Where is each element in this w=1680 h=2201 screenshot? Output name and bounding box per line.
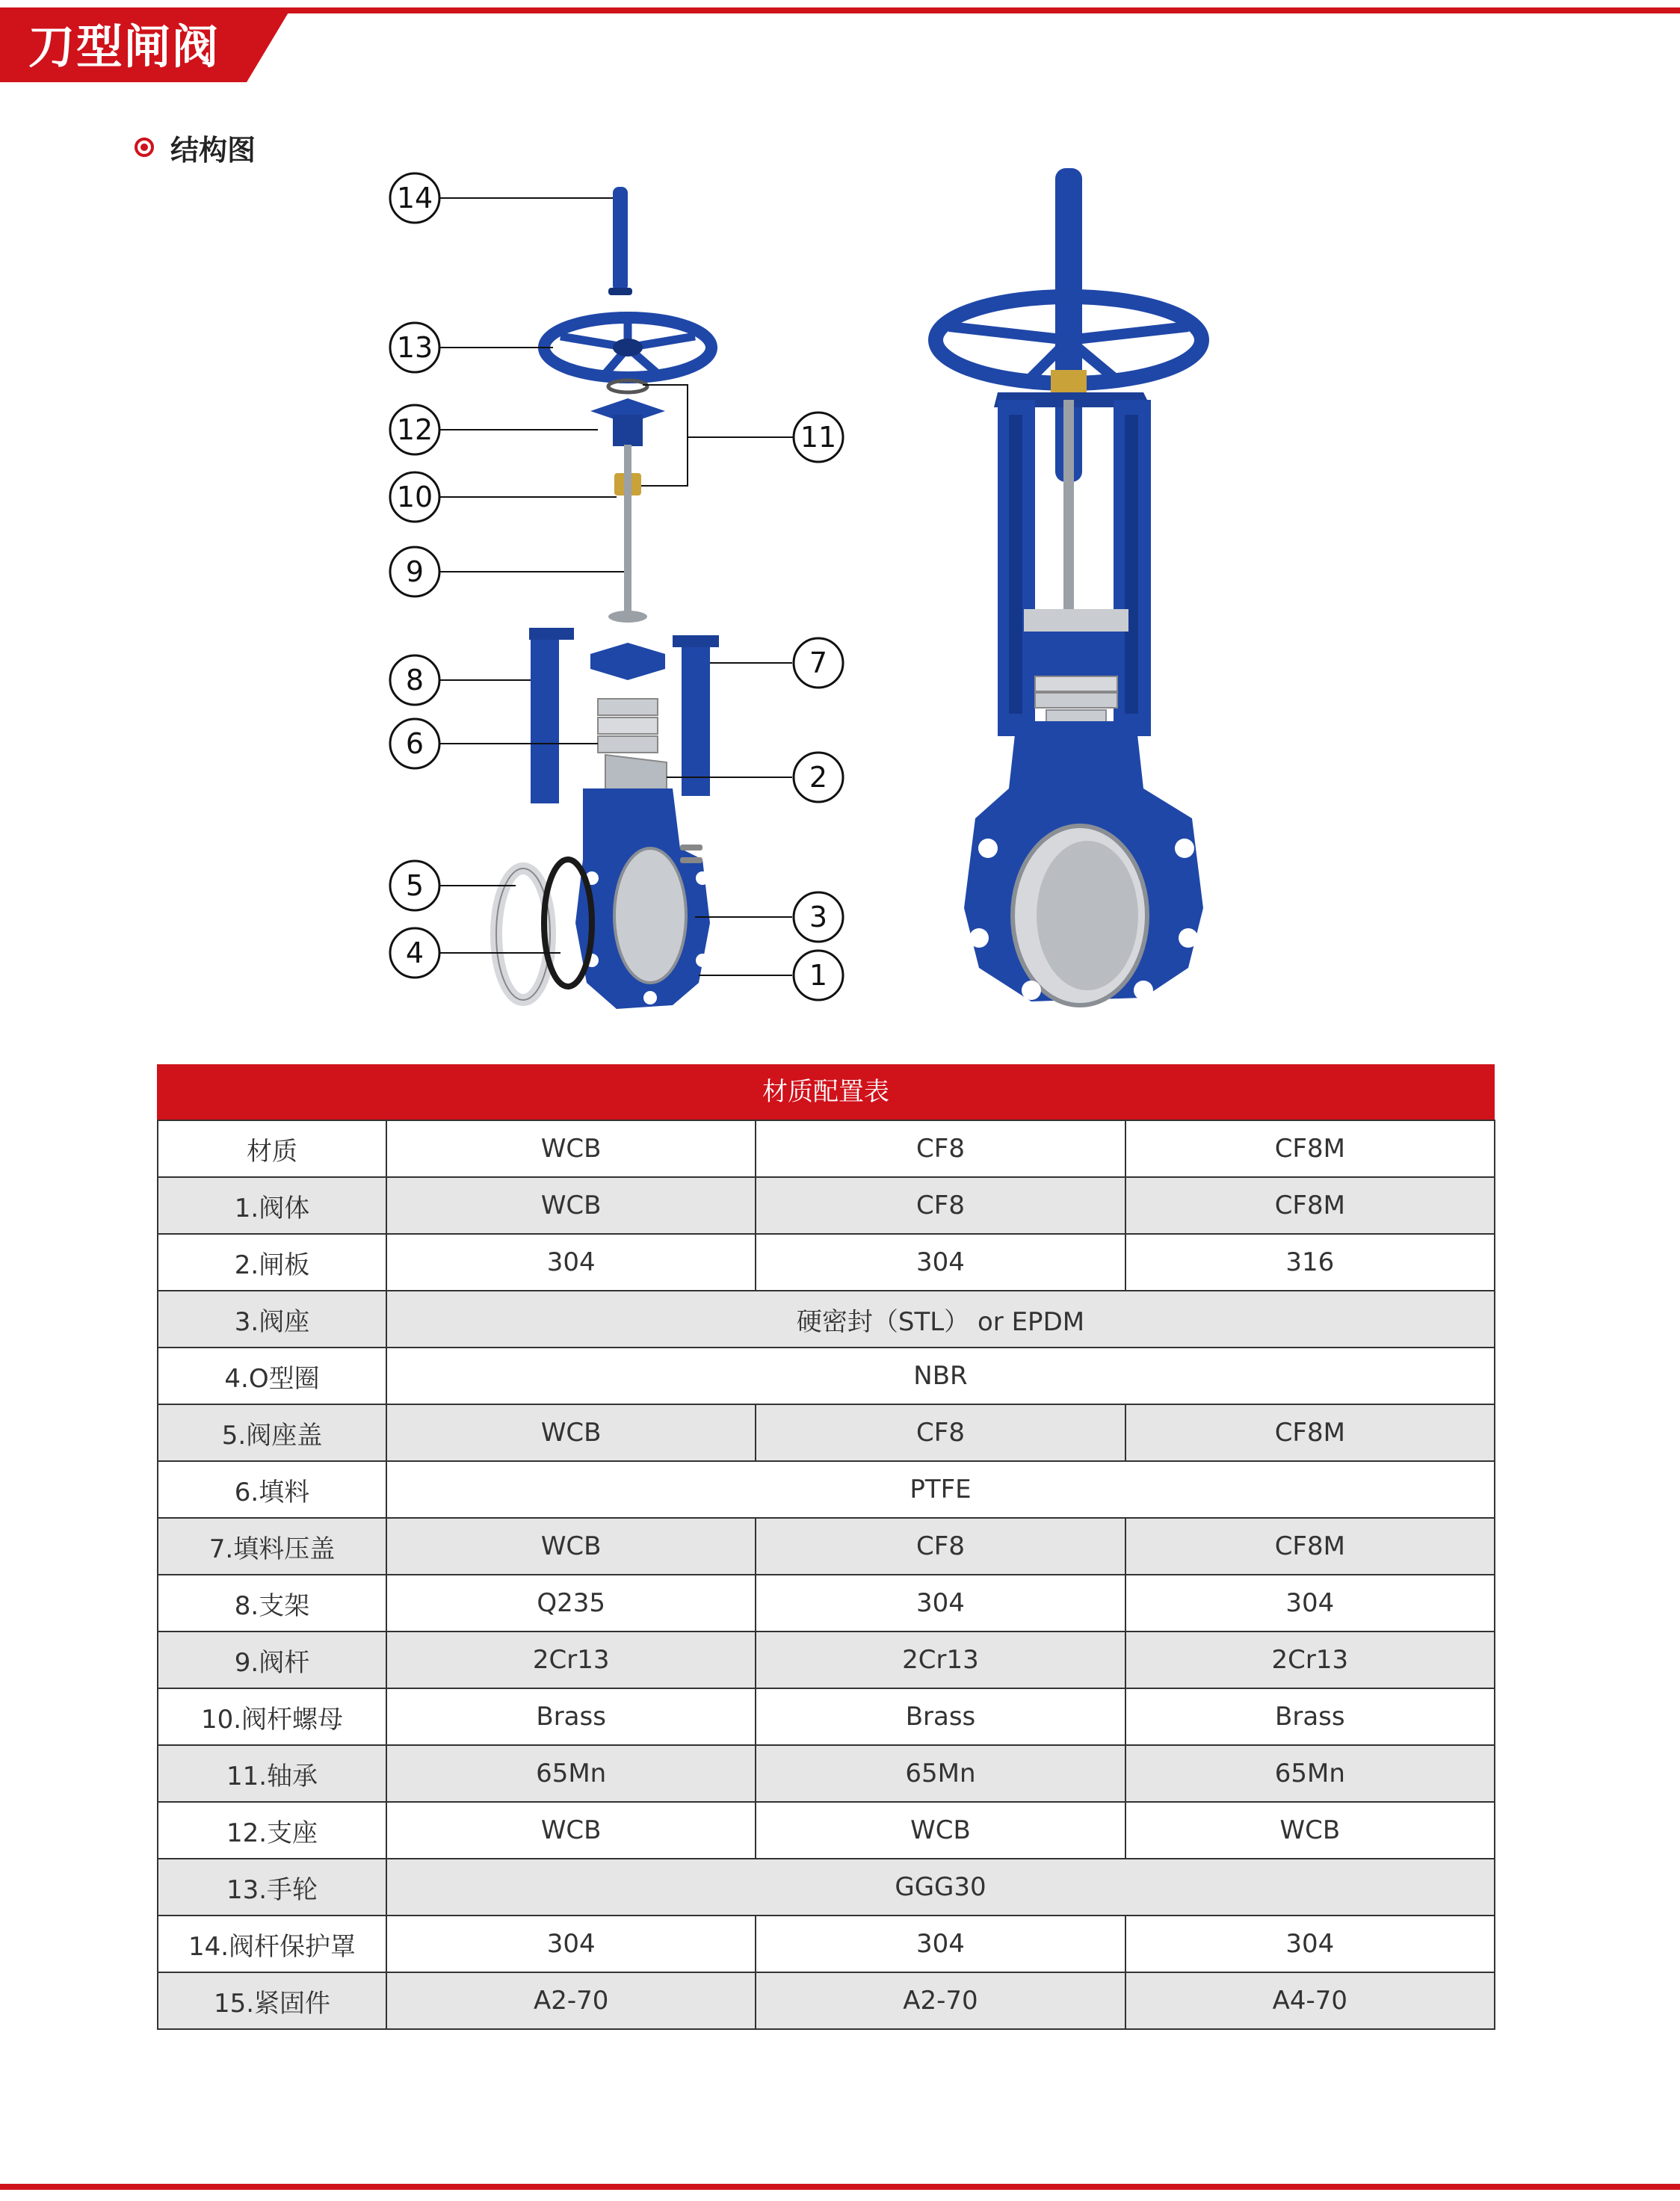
material-cell: WCB: [756, 1802, 1125, 1859]
part-gland-cover: [590, 643, 665, 680]
material-cell: WCB: [386, 1404, 756, 1461]
material-cell: 316: [1125, 1234, 1495, 1291]
table-row: [158, 1120, 1495, 1177]
row-label: 9.阀杆: [158, 1632, 386, 1688]
row-label: 7.填料压盖: [158, 1518, 386, 1575]
material-cell: WCB: [386, 1802, 756, 1859]
table-row: [158, 1291, 1495, 1348]
material-cell: A4-70: [1125, 1972, 1495, 2029]
materials-table-title: 材质配置表: [157, 1064, 1495, 1120]
row-label: 1.阀体: [158, 1177, 386, 1234]
table-row: [158, 1688, 1495, 1745]
row-label: 14.阀杆保护罩: [158, 1916, 386, 1972]
material-cell: 2Cr13: [386, 1632, 756, 1688]
row-label: 3.阀座: [158, 1291, 386, 1348]
material-cell: WCB: [386, 1177, 756, 1234]
material-cell: Brass: [386, 1688, 756, 1745]
material-cell: WCB: [386, 1120, 756, 1177]
material-cell: 304: [756, 1575, 1125, 1632]
bullet-circle-icon: [135, 138, 154, 157]
callout-11: 11: [800, 421, 837, 454]
material-cell: 65Mn: [386, 1745, 756, 1802]
material-cell: A2-70: [386, 1972, 756, 2029]
callout-7: 7: [809, 646, 828, 679]
callout-4: 4: [405, 936, 424, 969]
table-row: [158, 1575, 1495, 1632]
materials-table: [157, 1120, 1495, 2030]
material-cell: 65Mn: [1125, 1745, 1495, 1802]
callout-14: 14: [396, 182, 433, 214]
callout-5: 5: [405, 869, 424, 902]
table-row: [158, 1234, 1495, 1291]
callout-12: 12: [396, 413, 433, 446]
row-label: 6.填料: [158, 1461, 386, 1518]
callout-2: 2: [809, 761, 828, 794]
part-stem: [624, 445, 631, 617]
bottom-rule: [0, 2184, 1680, 2190]
material-cell: Brass: [1125, 1688, 1495, 1745]
table-row: [158, 1972, 1495, 2029]
callout-3: 3: [809, 901, 828, 933]
row-label: 2.闸板: [158, 1234, 386, 1291]
material-cell: CF8M: [1125, 1404, 1495, 1461]
part-body: [575, 788, 710, 1009]
material-cell: A2-70: [756, 1972, 1125, 2029]
material-cell: 304: [1125, 1575, 1495, 1632]
callout-9: 9: [405, 555, 424, 588]
section-title: 结构图: [170, 133, 256, 167]
part-handwheel: [544, 318, 711, 377]
table-row: [158, 1348, 1495, 1404]
material-cell: PTFE: [386, 1461, 1495, 1518]
material-cell: CF8M: [1125, 1120, 1495, 1177]
material-cell: CF8: [756, 1120, 1125, 1177]
table-row: [158, 1518, 1495, 1575]
material-cell: Q235: [386, 1575, 756, 1632]
callout-10: 10: [396, 481, 433, 513]
material-cell: CF8: [756, 1177, 1125, 1234]
row-label: 13.手轮: [158, 1859, 386, 1916]
table-row: [158, 1745, 1495, 1802]
material-cell: NBR: [386, 1348, 1495, 1404]
table-row: [158, 1404, 1495, 1461]
row-label: 4.O型圈: [158, 1348, 386, 1404]
row-label: 8.支架: [158, 1575, 386, 1632]
part-packing: [598, 699, 658, 753]
material-cell: Brass: [756, 1688, 1125, 1745]
materials-table-body: [158, 1120, 1495, 2029]
valve-structure-diagram: [359, 131, 1256, 1046]
material-cell: CF8: [756, 1518, 1125, 1575]
material-cell: 304: [756, 1234, 1125, 1291]
row-label: 11.轴承: [158, 1745, 386, 1802]
assembled-valve: [936, 168, 1203, 1005]
material-cell: GGG30: [386, 1859, 1495, 1916]
table-row: [158, 1916, 1495, 1972]
material-cell: 65Mn: [756, 1745, 1125, 1802]
callout-8: 8: [405, 664, 424, 697]
material-cell: 硬密封（STL） or EPDM: [386, 1291, 1495, 1348]
table-row: [158, 1632, 1495, 1688]
part-stem-cover: [613, 187, 628, 291]
exploded-view: [390, 173, 843, 1009]
table-row: [158, 1177, 1495, 1234]
table-row: [158, 1802, 1495, 1859]
callout-6: 6: [405, 727, 424, 760]
page-title: 刀型闸阀: [28, 19, 220, 74]
row-label: 12.支座: [158, 1802, 386, 1859]
row-label: 5.阀座盖: [158, 1404, 386, 1461]
section-heading: [135, 129, 256, 166]
table-row: [158, 1859, 1495, 1916]
material-cell: WCB: [1125, 1802, 1495, 1859]
row-label: 15.紧固件: [158, 1972, 386, 2029]
material-cell: CF8: [756, 1404, 1125, 1461]
part-bracket-left: [531, 632, 559, 803]
part-bearing: [608, 380, 647, 392]
material-cell: CF8M: [1125, 1177, 1495, 1234]
callout-13: 13: [396, 331, 433, 364]
row-label: 10.阀杆螺母: [158, 1688, 386, 1745]
material-cell: 2Cr13: [756, 1632, 1125, 1688]
material-cell: 304: [756, 1916, 1125, 1972]
part-bracket-right: [682, 639, 710, 796]
material-cell: 2Cr13: [1125, 1632, 1495, 1688]
material-cell: CF8M: [1125, 1518, 1495, 1575]
material-cell: 304: [386, 1916, 756, 1972]
part-support-seat: [590, 398, 665, 446]
material-cell: WCB: [386, 1518, 756, 1575]
table-row: [158, 1461, 1495, 1518]
material-cell: 304: [1125, 1916, 1495, 1972]
row-label: 材质: [158, 1120, 386, 1177]
material-cell: 304: [386, 1234, 756, 1291]
callout-1: 1: [809, 959, 828, 992]
